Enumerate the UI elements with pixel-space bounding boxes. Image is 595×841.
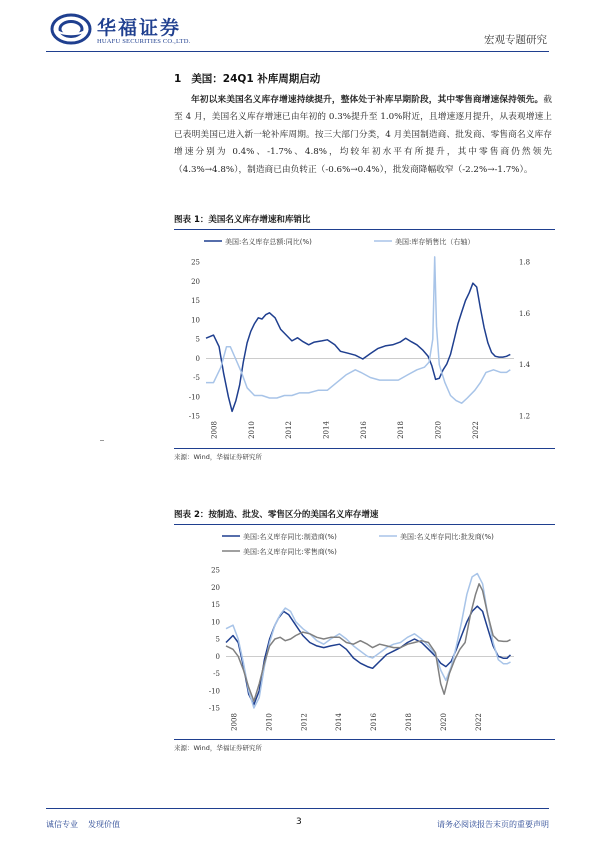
fig1-y-tick-label: 5 [195,335,200,344]
fig1-y2-tick-label: 1.6 [519,309,531,318]
page-number: 3 [296,817,302,827]
fig2-x-tick-label: 2018 [405,713,414,731]
fig2-x-tick-label: 2020 [439,713,448,731]
fig1-x-tick-label: 2016 [359,421,368,439]
fig1-x-tick-label: 2020 [434,421,443,439]
body-paragraph [174,92,552,179]
fig1-legend-label-1: 美国:名义库存总额:同比(%) [225,238,312,246]
footer-slogan-1: 诚信专业 [46,820,78,829]
fig2-y-tick-label: 5 [215,635,220,644]
fig2-y-tick-label: -5 [213,670,220,678]
footer-slogan-2: 发现价值 [88,820,120,829]
fig2-x-tick-label: 2012 [300,713,309,731]
fig1-x-tick-label: 2018 [397,421,406,439]
fig1-y-tick-label: -15 [188,412,200,421]
footer-divider [46,808,549,809]
fig1-y2-tick-label: 1.2 [519,412,531,421]
section-title: 美国：24Q1 补库周期启动 [191,73,321,85]
footer-slogan [46,819,130,830]
fig2-x-tick-label: 2016 [370,713,379,731]
fig1-x-tick-label: 2010 [247,421,256,439]
fig2-y-tick-label: 10 [211,618,220,627]
section-number: 1 [174,73,182,85]
section-heading [174,71,320,86]
fig1-x-tick-label: 2014 [322,421,331,439]
fig1-y-tick-label: 25 [191,258,200,267]
body-text: 截至 4 月，美国名义库存增速已由年初的 0.3%提升至 1.0%附近，且增速逐月提升，从表观增速上已表明美国已进入新一轮补库周期。按三大部门分类，4 月美国制造商、批发商、零售商名义库存增速分别为 0.4%、-1.7%、4.8%，均较年初水平有所提升，其中零售商仍然领先（4.3%→4.8%），制造商已由负转正（-0.6%→0.4%），批发商降幅收窄（-2.2%→-1.7%）。 [174,95,552,175]
fig1-y-tick-label: 20 [191,277,200,286]
fig2-y-tick-label: 25 [211,566,220,575]
fig2-legend-label-3: 美国:名义库存同比:零售商(%) [243,548,337,556]
fig1-legend-label-2: 美国:库存销售比（右轴） [395,238,475,246]
fig1-y2-tick-label: 1.4 [519,361,531,370]
figure-2-bottom-rule [174,739,555,740]
fig2-y-tick-label: 0 [215,652,220,661]
document-type: 宏观专题研究 [484,34,547,46]
figure-1-title: 图表 1：美国名义库存增速和库销比 [174,215,311,225]
fig1-y-tick-label: -10 [188,393,200,402]
fig2-x-tick-label: 2014 [335,713,344,731]
fig1-x-tick-label: 2012 [285,421,294,439]
fig1-y-tick-label: -5 [193,374,200,382]
figure-1-source: 来源：Wind，华福证券研究所 [174,453,262,461]
brand-name-en: HUAFU SECURITIES CO.,LTD. [97,38,191,45]
fig2-legend-label-1: 美国:名义库存同比:制造商(%) [243,533,337,541]
fig2-legend-label-2: 美国:名义库存同比:批发商(%) [400,533,494,541]
fig1-x-tick-label: 2008 [210,421,219,439]
fig2-y-tick-label: -15 [208,704,220,713]
margin-mark [100,440,104,441]
fig1-x-tick-label: 2022 [471,421,480,439]
figure-1-chart [174,232,555,446]
company-logo [50,12,220,48]
fig1-y-tick-label: 0 [195,354,200,363]
fig2-series-line-1 [226,606,511,704]
brand-name-cn: 华福证券 [97,17,182,39]
fig2-x-tick-label: 2010 [265,713,274,731]
figure-2-title: 图表 2：按制造、批发、零售区分的美国名义库存增速 [174,510,379,520]
header-divider [46,51,549,52]
fig2-y-tick-label: 15 [211,601,220,609]
fig2-y-tick-label: 20 [211,583,220,592]
figure-1-top-rule [174,229,555,230]
lead-sentence: 年初以来美国名义库存增速持续提升，整体处于补库早期阶段，其中零售商增速保持领先。 [191,95,544,105]
huafu-logo-icon [50,12,92,46]
fig2-y-tick-label: -10 [208,687,220,696]
fig1-y2-tick-label: 1.8 [519,258,531,267]
figure-2-source: 来源：Wind，华福证券研究所 [174,744,262,752]
figure-2-top-rule [174,524,555,525]
fig2-x-tick-label: 2022 [474,713,483,731]
figure-2-chart [174,527,555,737]
figure-1-bottom-rule [174,448,555,449]
fig2-x-tick-label: 2008 [230,713,239,731]
fig1-y-tick-label: 10 [191,316,200,325]
footer-disclaimer: 请务必阅读报告末页的重要声明 [437,820,549,829]
fig1-y-tick-label: 15 [191,297,200,305]
